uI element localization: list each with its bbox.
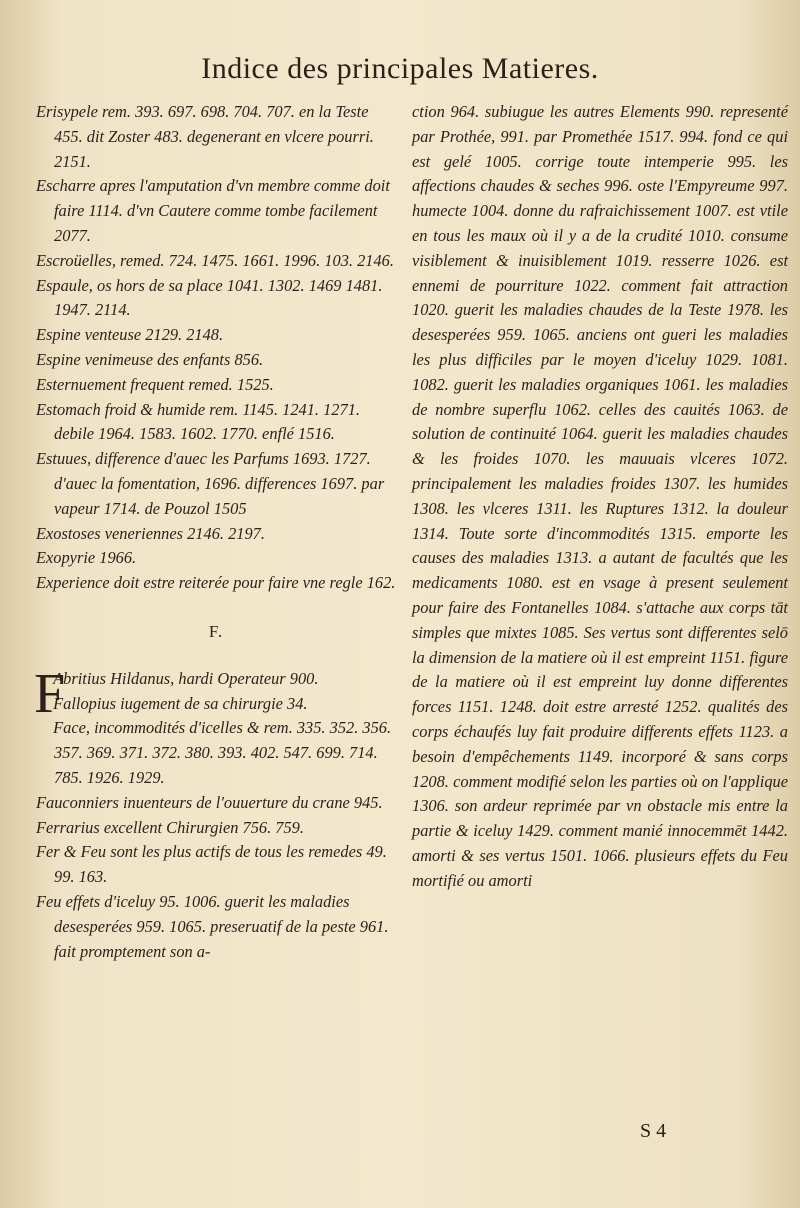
continued-entry-feu: ction 964. subiugue les autres Elements 990. representé par Prothée, 991. par Promethée 1517. 994. fond ce qui est gelé 1005. corrige toute intemperie 995. les affections chaudes & seches 996. oste l'Empyreume 997. humecte 1004. donne du rafraichissement 1007. est vtile en tous les maux où il y a de la crudité 1010. consume visiblement & inuisiblement 1019. resserre 1026. est ennemi de pourriture 1022. comment fait attraction 1020. guerit les maladies chaudes de la Teste 1978. les desesperées 959. 1065. anciens ont gueri les maladies les plus difficiles par le moyen d'iceluy 1029. 1081. 1082. guerit les maladies organiques 1061. les maladies de nombre superflu 1062. celles des cauités 1063. de solution de continuité 1064. guerit les maladies chaudes & les froides 1070. les mauuais vlceres 1072. principalement les maladies froides 1307. les humides 1308. les vlceres 1311. les Ruptures 1312. la douleur 1314. Toute sorte d'incommodités 1315. emporte les causes des maladies 1313. a autant de facultés que les medicaments 1080. est en vsage à present seulement pour faire des Fontanelles 1084. s'attache aux corps tāt simples que mixtes 1085. Ses vertus sont differentes selō la dimension de la matiere où il est empreint 1151. figure de la matiere où il est empreint luy donne differentes forces 1151. 1248. doit estre arresté 1252. qualités des corps échaufés luy fait produire differents effets 1123. a besoin d'empêchements 1149. incorporé & sans corps 1208. comment modifié selon les parties où on l'applique 1306. son ardeur reprimée par vn obstacle mis entre la partie & iceluy 1429. comment manié innocemmēt 1442. amorti & ses vertus 1501. 1066. plusieurs effets du Feu mortifié ou amorti [412,102,788,890]
index-entry: Fauconniers inuenteurs de l'ouuerture du crane 945. [36,792,383,812]
index-entry: Erisypele rem. 393. 697. 698. 704. 707. en la Teste 455. dit Zoster 483. degenerant en vlcere pourri. 2151. [36,102,374,171]
signature-mark: S 4 [640,1120,667,1142]
index-entry: Abritius Hildanus, hardi Operateur 900. [53,668,319,688]
index-entry: Ferrarius excellent Chirurgien 756. 759. [36,817,304,837]
index-entry: Fer & Feu sont les plus actifs de tous les remedes 49. 99. 163. [36,842,387,887]
index-entry: Espine venimeuse des enfants 856. [36,349,264,369]
page-title: Indice des principales Matieres. [201,52,599,85]
index-entry: Estuues, difference d'auec les Parfums 1693. 1727. d'auec la fomentation, 1696. differences 1697. par vapeur 1714. de Pouzol 1505 [36,449,385,518]
entries-e [36,100,396,596]
index-entry: Escroüelles, remed. 724. 1475. 1661. 1996. 103. 2146. [36,250,394,270]
index-entry: Face, incommodités d'icelles & rem. 335. 352. 356. 357. 369. 371. 372. 380. 393. 402. 547. 699. 714. 785. 1926. 1929. [53,718,392,787]
index-entry: Exopyrie 1966. [36,548,137,568]
drop-capital: F [34,662,66,725]
index-entry: Feu effets d'iceluy 95. 1006. guerit les maladies desesperées 959. 1065. preseruatif de la peste 961. fait promptement son a- [36,891,389,961]
right-column [412,100,788,894]
entries-f [34,662,396,965]
index-entry: Estomach froid & humide rem. 1145. 1241. 1271. debile 1964. 1583. 1602. 1770. enflé 1516. [36,399,360,444]
index-entry: Esternuement frequent remed. 1525. [36,374,274,394]
index-entry: Espine venteuse 2129. 2148. [36,325,224,345]
index-entry: Exostoses veneriennes 2146. 2197. [36,523,265,543]
index-entry: Experience doit estre reiterée pour faire vne regle 162. [36,573,396,593]
section-letter-heading: F. [208,621,224,641]
left-column [36,100,396,964]
index-entry: Espaule, os hors de sa place 1041. 1302. 1469 1481. 1947. 2114. [36,275,383,320]
index-entry: Escharre apres l'amputation d'vn membre comme doit faire 1114. d'vn Cautere comme tombe facilement 2077. [36,176,390,245]
index-entry: Fallopius iugement de sa chirurgie 34. [53,693,308,713]
